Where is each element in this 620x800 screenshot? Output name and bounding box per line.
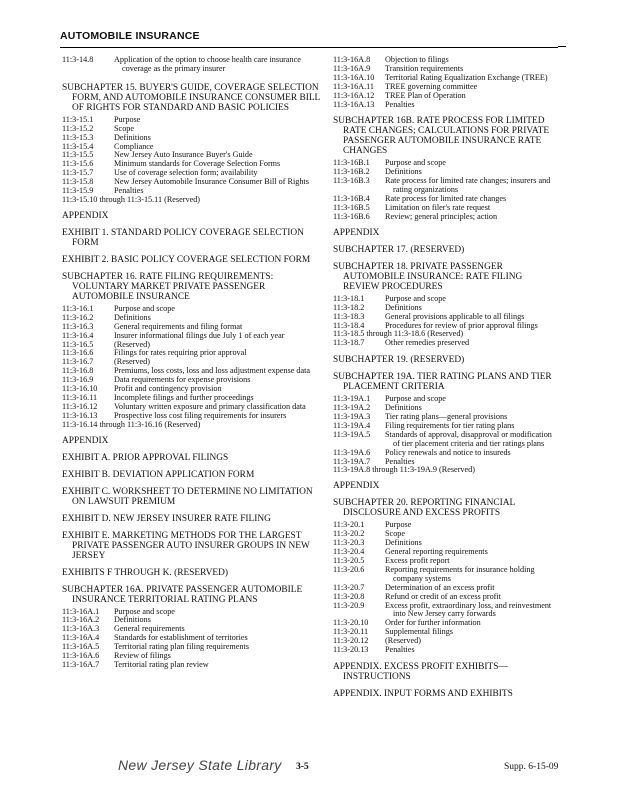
section-number: 11:3-18.2 [333, 302, 365, 312]
section-number: 11:3-16A.1 [62, 606, 100, 616]
section-title: Purpose and scope [385, 293, 446, 303]
section-number: 11:3-14.8 [62, 55, 94, 64]
section-number: 11:3-16A.6 [62, 651, 100, 661]
subchapter-heading: SUBCHAPTER 15. BUYER'S GUIDE, COVERAGE SELECTION FORM, AND AUTOMOBILE INSURANCE CONSUMER BILL OF RIGHTS FOR STANDARD AND BASIC POLICIES [62, 82, 320, 113]
section-number: 11:3-15.3 [62, 132, 94, 142]
section-title: Other remedies preserved [385, 338, 470, 348]
section-number: 11:3-16A.10 [333, 72, 375, 82]
section-number: 11:3-16.7 [62, 357, 94, 367]
section-number: 11:3-16A.13 [333, 99, 375, 109]
subchapter-heading: SUBCHAPTER 18. PRIVATE PASSENGER AUTOMOBILE INSURANCE: RATE FILING REVIEW PROCEDURES [333, 261, 523, 292]
toc-entry [333, 339, 559, 348]
section-title: Objection to filings [385, 55, 449, 64]
section-title: Review; general principles; action [385, 211, 498, 221]
section-title: Filings for rates requiring prior approval [114, 348, 247, 358]
section-number: 11:3-20.3 [333, 538, 365, 548]
toc-entry [333, 431, 559, 449]
section-title: Purpose and scope [114, 606, 175, 616]
section-title: Determination of an excess profit [385, 582, 495, 592]
section-title: Penalties [385, 99, 415, 109]
toc-entry [333, 295, 559, 304]
section-title: Purpose and scope [385, 158, 446, 168]
appendix-label: APPENDIX [333, 481, 380, 492]
section-number: 11:3-16.1 [62, 303, 94, 313]
toc-entry [62, 305, 324, 314]
section-title: New Jersey Auto Insurance Buyer's Guide [114, 150, 253, 160]
subchapter-heading: SUBCHAPTER 20. REPORTING FINANCIAL DISCLOSURE AND EXCESS PROFITS [333, 498, 515, 519]
section-title: Review of filings [114, 651, 171, 661]
section-title: Premiums, loss costs, loss and loss adjustment expense data [114, 366, 311, 376]
section-number: 11:3-16B.5 [333, 202, 370, 212]
section-title: Procedures for review of prior approval filings [385, 320, 538, 330]
section-title: New Jersey Automobile Insurance Consumer Bill of Rights [114, 177, 309, 187]
toc-entry [62, 616, 324, 625]
toc-entry [62, 608, 324, 617]
section-title: Scope [114, 123, 135, 133]
subchapter-heading: EXHIBIT 2. BASIC POLICY COVERAGE SELECTION FORM [62, 254, 311, 265]
header-rule-tick [558, 46, 566, 47]
section-number: 11:3-15.6 [62, 159, 94, 169]
subchapter-heading: EXHIBIT A. PRIOR APPROVAL FILINGS [62, 452, 229, 463]
subchapter-heading: EXHIBITS F THROUGH K. (RESERVED) [62, 567, 229, 578]
section-number: 11:3-19A.2 [333, 403, 371, 413]
section-number: 11:3-16.6 [62, 348, 94, 358]
section-title: Incomplete filings and further proceedings [114, 392, 254, 402]
section-title: Definitions [385, 403, 422, 413]
toc-entry [62, 116, 324, 125]
section-number: 11:3-16B.1 [333, 158, 370, 168]
toc-entry [333, 101, 559, 110]
section-number: 11:3-19A.7 [333, 456, 371, 466]
section-number: 11:3-18.3 [333, 311, 365, 321]
section-title: Profit and contingency provision [114, 384, 222, 394]
section-number: 11:3-16B.4 [333, 194, 370, 204]
section-number: 11:3-16.2 [62, 312, 94, 322]
toc-entry [62, 661, 324, 670]
toc-entry [62, 125, 324, 134]
section-title: Filing requirements for tier rating plans [385, 420, 515, 430]
section-title: Territorial Rating Equalization Exchange (TREE) [385, 72, 548, 82]
appendix-label: APPENDIX [62, 210, 109, 221]
toc-entry [62, 349, 324, 358]
subchapter-heading: SUBCHAPTER 16A. PRIVATE PASSENGER AUTOMOBILE INSURANCE TERRITORIAL RATING PLANS [62, 584, 303, 605]
section-title: Purpose [385, 520, 412, 530]
reserved-range: 11:3-19A.8 through 11:3-19A.9 (Reserved) [333, 465, 475, 475]
section-title: Scope [385, 529, 406, 539]
section-title: Definitions [114, 615, 151, 625]
section-title: Tier rating plans—general provisions [385, 412, 508, 422]
toc-entry [333, 177, 559, 195]
section-title: Rate process for limited rate changes; insurers and rating organizations [385, 176, 551, 195]
subchapter-heading: APPENDIX. EXCESS PROFIT EXHIBITS—INSTRUCTIONS [333, 661, 508, 682]
section-number: 11:3-20.6 [333, 564, 365, 574]
section-number: 11:3-16.3 [62, 321, 94, 331]
section-number: 11:3-16.13 [62, 410, 98, 420]
section-title: General provisions applicable to all filings [385, 311, 525, 321]
section-title: Penalties [385, 645, 415, 655]
section-number: 11:3-16A.2 [62, 615, 100, 625]
section-number: 11:3-16A.9 [333, 63, 371, 73]
section-title: Policy renewals and notice to insureds [385, 447, 511, 457]
section-number: 11:3-20.1 [333, 520, 365, 530]
header-title: AUTOMOBILE INSURANCE [60, 30, 200, 42]
section-title: Penalties [114, 186, 144, 196]
section-title: Compliance [114, 141, 154, 151]
section-number: 11:3-20.9 [333, 600, 365, 610]
section-number: 11:3-16A.11 [333, 81, 375, 91]
section-number: 11:3-15.1 [62, 114, 94, 124]
section-title: Limitation on filer's rate request [385, 202, 491, 212]
subchapter-heading: EXHIBIT D. NEW JERSEY INSURER RATE FILING [62, 513, 271, 524]
subchapter-heading: EXHIBIT 1. STANDARD POLICY COVERAGE SELECTION FORM [62, 227, 304, 248]
toc-entry [62, 134, 324, 143]
toc-entry [62, 643, 324, 652]
section-title: Reporting requirements for insurance holding company systems [385, 564, 535, 583]
section-number: 11:3-16B.6 [333, 211, 370, 221]
section-number: 11:3-20.4 [333, 547, 365, 557]
section-number: 11:3-16A.8 [333, 55, 371, 64]
section-title: Definitions [385, 302, 422, 312]
right-column [333, 56, 559, 702]
section-title: General reporting requirements [385, 547, 488, 557]
section-number: 11:3-15.2 [62, 123, 94, 133]
section-number: 11:3-19A.6 [333, 447, 371, 457]
toc-entry [62, 332, 324, 341]
section-number: 11:3-20.11 [333, 627, 369, 637]
section-number: 11:3-18.4 [333, 320, 365, 330]
subchapter-heading: EXHIBIT B. DEVIATION APPLICATION FORM [62, 469, 255, 480]
section-title: Definitions [114, 132, 151, 142]
appendix-label: APPENDIX [333, 227, 380, 238]
section-number: 11:3-19A.1 [333, 394, 371, 404]
section-title: Standards of approval, disapproval or modification of tier placement criteria and tier ratings plans [385, 429, 552, 448]
section-number: 11:3-16.11 [62, 392, 98, 402]
section-title: Definitions [385, 167, 422, 177]
section-number: 11:3-16A.12 [333, 90, 375, 100]
section-title: Excess profit, extraordinary loss, and reinvestment into New Jersey carry forwards [385, 600, 552, 619]
section-number: 11:3-16.5 [62, 339, 94, 349]
subchapter-heading: APPENDIX. INPUT FORMS AND EXHIBITS [333, 688, 513, 699]
section-number: 11:3-15.8 [62, 177, 94, 187]
toc-entry [333, 521, 559, 530]
subchapter-heading: SUBCHAPTER 16. RATE FILING REQUIREMENTS: VOLUNTARY MARKET PRIVATE PASSENGER AUTOMOBILE INSURANCE [62, 271, 274, 302]
section-title: Refund or credit of an excess profit [385, 591, 501, 601]
section-number: 11:3-16A.4 [62, 633, 100, 643]
appendix-label: APPENDIX [62, 435, 109, 446]
section-number: 11:3-16B.2 [333, 167, 370, 177]
page-number: 3-5 [296, 762, 309, 772]
section-title: Transition requirements [385, 63, 464, 73]
section-number: 11:3-20.2 [333, 529, 365, 539]
section-title: General requirements [114, 624, 185, 634]
section-title: Penalties [385, 456, 415, 466]
left-column [62, 56, 324, 670]
section-title: Rate process for limited rate changes [385, 194, 507, 204]
section-number: 11:3-20.8 [333, 591, 365, 601]
reserved-range: 11:3-15.10 through 11:3-15.11 (Reserved) [62, 194, 201, 204]
running-header [60, 30, 558, 48]
section-number: 11:3-15.9 [62, 186, 94, 196]
section-number: 11:3-18.1 [333, 293, 365, 303]
toc-entry [62, 56, 324, 74]
toc-entry [62, 178, 324, 187]
section-title: Standards for establishment of territories [114, 633, 248, 643]
section-title: Prospective loss cost filing requirements for insurers [114, 410, 287, 420]
section-title: Purpose [114, 114, 141, 124]
section-title: TREE Plan of Operation [385, 90, 466, 100]
section-title: Use of coverage selection form; availability [114, 168, 258, 178]
section-title: Territorial rating plan filing requirements [114, 642, 249, 652]
section-title: Supplemental filings [385, 627, 453, 637]
subchapter-heading: SUBCHAPTER 16B. RATE PROCESS FOR LIMITED RATE CHANGES; CALCULATIONS FOR PRIVATE PASSENGER AUTOMOBILE INSURANCE RATE CHANGES [333, 116, 550, 157]
section-number: 11:3-19A.3 [333, 412, 371, 422]
section-number: 11:3-15.5 [62, 150, 94, 160]
section-number: 11:3-19A.5 [333, 429, 371, 439]
section-number: 11:3-20.7 [333, 582, 365, 592]
toc-entry [333, 530, 559, 539]
section-title: TREE governing committee [385, 81, 478, 91]
section-title: Territorial rating plan review [114, 660, 209, 669]
section-number: 11:3-16.9 [62, 375, 94, 385]
reserved-range: 11:3-18.5 through 11:3-18.6 (Reserved) [333, 329, 464, 339]
section-title: Minimum standards for Coverage Selection Forms [114, 159, 281, 169]
section-title: Definitions [114, 312, 151, 322]
supplement-date: Supp. 6-15-09 [504, 762, 559, 772]
subchapter-heading: EXHIBIT C. WORKSHEET TO DETERMINE NO LIMITATION ON LAWSUIT PREMIUM [62, 486, 313, 507]
section-number: 11:3-20.13 [333, 645, 369, 655]
section-number: 11:3-16.8 [62, 366, 94, 376]
section-title: Voluntary written exposure and primary classification data [114, 401, 306, 411]
subchapter-heading: SUBCHAPTER 19. (RESERVED) [333, 355, 465, 366]
section-title: Application of the option to choose health care insurance coverage as the primary insurer [114, 55, 301, 73]
section-title: Definitions [385, 538, 422, 548]
toc-entry [333, 566, 559, 584]
toc-entry [333, 213, 559, 222]
section-number: 11:3-15.4 [62, 141, 94, 151]
section-number: 11:3-15.7 [62, 168, 94, 178]
section-number: 11:3-20.5 [333, 556, 365, 565]
section-number: 11:3-20.10 [333, 618, 369, 628]
section-number: 11:3-16.12 [62, 401, 98, 411]
section-title: (Reserved) [114, 339, 150, 349]
toc-entry [333, 646, 559, 655]
section-number: 11:3-16A.7 [62, 660, 100, 669]
section-title: Purpose and scope [114, 303, 175, 313]
reserved-range: 11:3-16.14 through 11:3-16.16 (Reserved) [62, 419, 201, 429]
section-title: Excess profit report [385, 556, 450, 565]
section-title: (Reserved) [385, 636, 421, 646]
subchapter-heading: SUBCHAPTER 17. (RESERVED) [333, 244, 465, 255]
section-number: 11:3-16A.3 [62, 624, 100, 634]
section-title: Data requirements for expense provisions [114, 375, 251, 385]
section-title: Purpose and scope [385, 394, 446, 404]
section-number: 11:3-16.10 [62, 384, 98, 394]
section-number: 11:3-16B.3 [333, 176, 370, 186]
section-title: Insurer informational filings due July 1 of each year [114, 330, 285, 340]
toc-entry [333, 602, 559, 620]
section-title: General requirements and filing format [114, 321, 243, 331]
section-number: 11:3-20.12 [333, 636, 369, 646]
section-number: 11:3-16.4 [62, 330, 94, 340]
subchapter-heading: EXHIBIT E. MARKETING METHODS FOR THE LARGEST PRIVATE PASSENGER AUTO INSURER GROUPS IN NEW JERSEY [62, 530, 310, 561]
section-number: 11:3-16A.5 [62, 642, 100, 652]
section-title: Order for further information [385, 618, 481, 628]
section-number: 11:3-18.7 [333, 338, 365, 348]
section-number: 11:3-19A.4 [333, 420, 371, 430]
library-watermark: New Jersey State Library [118, 757, 282, 773]
subchapter-heading: SUBCHAPTER 19A. TIER RATING PLANS AND TIER PLACEMENT CRITERIA [333, 372, 552, 393]
section-title: (Reserved) [114, 357, 150, 367]
